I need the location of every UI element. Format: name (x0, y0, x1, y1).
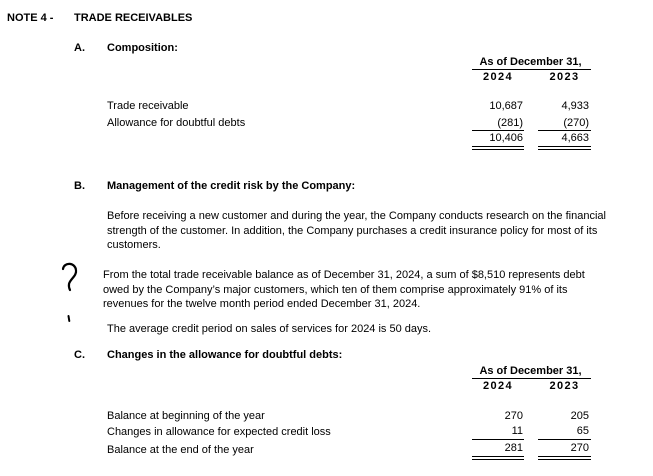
section-a-heading: Composition: (107, 42, 178, 54)
section-c-cell: 205 (570, 410, 589, 422)
section-b-heading: Management of the credit risk by the Company: (107, 180, 356, 192)
handwritten-question-mark (54, 260, 84, 324)
section-a-double-rule (472, 146, 524, 147)
section-c-double-rule (538, 459, 591, 460)
section-a-subtotal-rule (538, 130, 591, 131)
section-c-cell: 270 (504, 410, 523, 422)
note-number: NOTE 4 - (7, 12, 54, 24)
section-c-heading: Changes in the allowance for doubtful debts: (107, 349, 343, 361)
section-c-column-group: As of December 31, (479, 365, 582, 377)
section-c-total-label: Balance at the end of the year (107, 444, 254, 456)
section-a-cell: (281) (497, 117, 523, 129)
section-c-double-rule (538, 456, 591, 457)
section-a-header-rule (472, 69, 591, 70)
note-title: TRADE RECEIVABLES (74, 12, 193, 24)
section-a-cell: 4,933 (561, 100, 589, 112)
section-c-letter: C. (74, 349, 85, 361)
section-c-row-label: Balance at beginning of the year (107, 410, 265, 422)
section-c-col-2023: 2023 (549, 380, 580, 392)
section-b-paragraph: The average credit period on sales of services for 2024 is 50 days. (107, 323, 432, 335)
section-a-cell: 10,687 (489, 100, 523, 112)
section-b-paragraph: From the total trade receivable balance as of December 31, 2024, a sum of $8,510 represents debt owed by the Company’s major customers, which ten of them comprise approximately 91% of its revenues for the twelve month period ended December 31, 2024. (103, 269, 585, 310)
section-c-double-rule (472, 456, 524, 457)
section-c-header-rule (472, 378, 591, 379)
section-c-total: 281 (504, 442, 523, 454)
section-c-row-label: Changes in allowance for expected credit loss (107, 426, 331, 438)
section-b-letter: B. (74, 180, 85, 192)
section-a-letter: A. (74, 42, 85, 54)
section-a-double-rule (538, 149, 591, 150)
section-a-column-group: As of December 31, (479, 56, 582, 68)
section-a-double-rule (472, 149, 524, 150)
section-c-col-2024: 2024 (482, 380, 514, 392)
section-a-cell: (270) (563, 117, 589, 129)
section-a-total: 4,663 (561, 132, 589, 144)
section-c-total: 270 (570, 442, 589, 454)
section-a-row-label: Allowance for doubtful debts (107, 117, 246, 129)
section-a-col-2023: 2023 (549, 71, 580, 83)
section-c-subtotal-rule (538, 439, 591, 440)
section-a-subtotal-rule (472, 130, 524, 131)
section-c-cell: 65 (576, 425, 589, 437)
section-a-col-2024: 2024 (482, 71, 514, 83)
section-a-double-rule (538, 146, 591, 147)
section-c-cell: 11 (511, 425, 523, 437)
section-c-double-rule (472, 459, 524, 460)
section-a-row-label: Trade receivable (107, 100, 189, 112)
section-c-subtotal-rule (472, 439, 524, 440)
section-b-paragraph: Before receiving a new customer and during the year, the Company conducts research on the financial strength of the customer. In addition, the Company purchases a credit insurance policy for most of its customers. (107, 210, 606, 251)
section-a-total: 10,406 (489, 132, 523, 144)
